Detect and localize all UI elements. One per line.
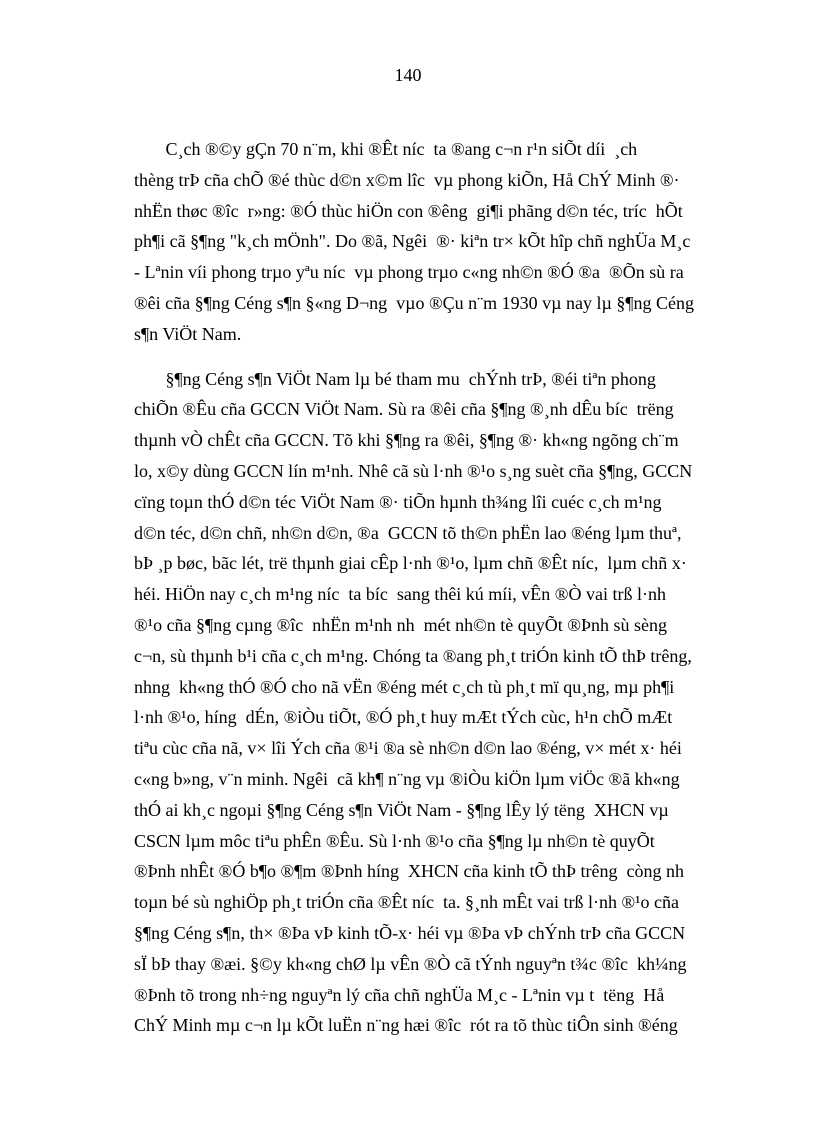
text-line: CSCN lµm môc tiªu phÊn ®Êu. Sù l·nh ®¹o cña §¶ng lµ nh©n tè quyÕt bbox=[134, 830, 655, 851]
text-line: §¶ng Céng s¶n, th× ®Þa vÞ kinh tÕ-x· héi vµ ®Þa vÞ chÝnh trÞ cña GCCN bbox=[134, 922, 686, 943]
text-line: l·nh ®¹o, híng dÉn, ®iÒu tiÕt, ®Ó ph¸t huy mÆt tÝch cùc, h¹n chÕ mÆt bbox=[134, 707, 673, 728]
text-line: thÓ ai kh¸c ngoµi §¶ng Céng s¶n ViÖt Nam - §¶ng lÊy lý tëng XHCN vµ bbox=[134, 799, 669, 820]
text-line: ®êi cña §¶ng Céng s¶n §«ng D¬ng vµo ®Çu n¨m 1930 vµ nay lµ §¶ng Céng bbox=[134, 292, 695, 313]
text-line: ®¹o cña §¶ng cµng ®îc nhËn m¹nh nh mét nh©n tè quyÕt ®Þnh sù sèng bbox=[134, 614, 667, 635]
text-line: lo, x©y dùng GCCN lín m¹nh. Nhê cã sù l·nh ®¹o s¸ng suèt cña §¶ng, GCCN bbox=[134, 460, 693, 481]
text-line: chiÕn ®Êu cña GCCN ViÖt Nam. Sù ra ®êi cña §¶ng ®¸nh dÊu bíc trëng bbox=[134, 399, 674, 420]
text-line: d©n téc, d©n chñ, nh©n d©n, ®a GCCN tõ th©n phËn lao ®éng lµm thuª, bbox=[134, 522, 682, 543]
paragraph-2 bbox=[134, 364, 738, 1042]
text-line: ®Þnh nhÊt ®Ó b¶o ®¶m ®Þnh híng XHCN cña kinh tÕ thÞ trêng còng nh bbox=[134, 861, 685, 882]
text-line: ph¶i cã §¶ng "k¸ch mÖnh". Do ®ã, Ngêi ®· kiªn tr× kÕt hîp chñ nghÜa M¸c bbox=[134, 231, 691, 252]
text-line: - Lªnin víi phong trµo yªu níc vµ phong trµo c«ng nh©n ®Ó ®a ®Õn sù ra bbox=[134, 262, 684, 283]
text-line: nhng kh«ng thÓ ®Ó cho nã vËn ®éng mét c¸ch tù ph¸t mï qu¸ng, mµ ph¶i bbox=[134, 676, 675, 697]
paragraph-1 bbox=[134, 134, 738, 350]
text-line: s¶n ViÖt Nam. bbox=[134, 323, 242, 344]
text-line: héi. HiÖn nay c¸ch m¹ng níc ta bíc sang thêi kú míi, vÊn ®Ò vai trß l·nh bbox=[134, 584, 666, 605]
body-text bbox=[134, 134, 738, 1041]
text-line: tiªu cùc cña nã, v× lîi Ých cña ®¹i ®a sè nh©n d©n lao ®éng, v× mét x· héi bbox=[134, 738, 682, 759]
page-number: 140 bbox=[394, 65, 422, 85]
text-line: c¬n, sù thµnh b¹i cña c¸ch m¹ng. Chóng ta ®ang ph¸t triÓn kinh tÕ thÞ trêng, bbox=[134, 645, 692, 666]
text-line: nhËn thøc ®îc r»ng: ®Ó thùc hiÖn con ®êng gi¶i phãng d©n téc, tríc hÕt bbox=[134, 200, 683, 221]
text-line: toµn bé sù nghiÖp ph¸t triÓn cña ®Êt níc ta. §¸nh mÊt vai trß l·nh ®¹o cña bbox=[134, 892, 680, 913]
text-line: sÏ bÞ thay ®æi. §©y kh«ng chØ lµ vÊn ®Ò cã tÝnh nguyªn t¾c ®îc kh¼ng bbox=[134, 953, 687, 974]
text-line: c«ng b»ng, v¨n minh. Ngêi cã kh¶ n¨ng vµ ®iÒu kiÖn lµm viÖc ®ã kh«ng bbox=[134, 768, 680, 789]
text-line: C¸ch ®©y gÇn 70 n¨m, khi ®Êt níc ta ®ang c¬n r¹n siÕt díi ¸ch bbox=[134, 139, 638, 159]
text-line: thèng trÞ cña chÕ ®é thùc d©n x©m lîc vµ phong kiÕn, Hå ChÝ Minh ®· bbox=[134, 169, 680, 190]
text-line: cïng toµn thÓ d©n téc ViÖt Nam ®· tiÕn hµnh th¾ng lîi cuéc c¸ch m¹ng bbox=[134, 491, 662, 512]
text-line: ®Þnh tõ trong nh÷ng nguyªn lý cña chñ nghÜa M¸c - Lªnin vµ t tëng Hå bbox=[134, 984, 665, 1005]
text-line: §¶ng Céng s¶n ViÖt Nam lµ bé tham mu chÝnh trÞ, ®éi tiªn phong bbox=[134, 368, 656, 389]
text-line: thµnh vÒ chÊt cña GCCN. Tõ khi §¶ng ra ®êi, §¶ng ®· kh«ng ngõng ch¨m bbox=[134, 430, 679, 451]
text-line: bÞ ¸p bøc, bãc lét, trë thµnh giai cÊp l·nh ®¹o, lµm chñ ®Êt níc, lµm chñ x· bbox=[134, 553, 687, 574]
text-line: ChÝ Minh mµ c¬n lµ kÕt luËn n¨ng hæi ®îc rót ra tõ thùc tiÔn sinh ®éng bbox=[134, 1015, 678, 1036]
